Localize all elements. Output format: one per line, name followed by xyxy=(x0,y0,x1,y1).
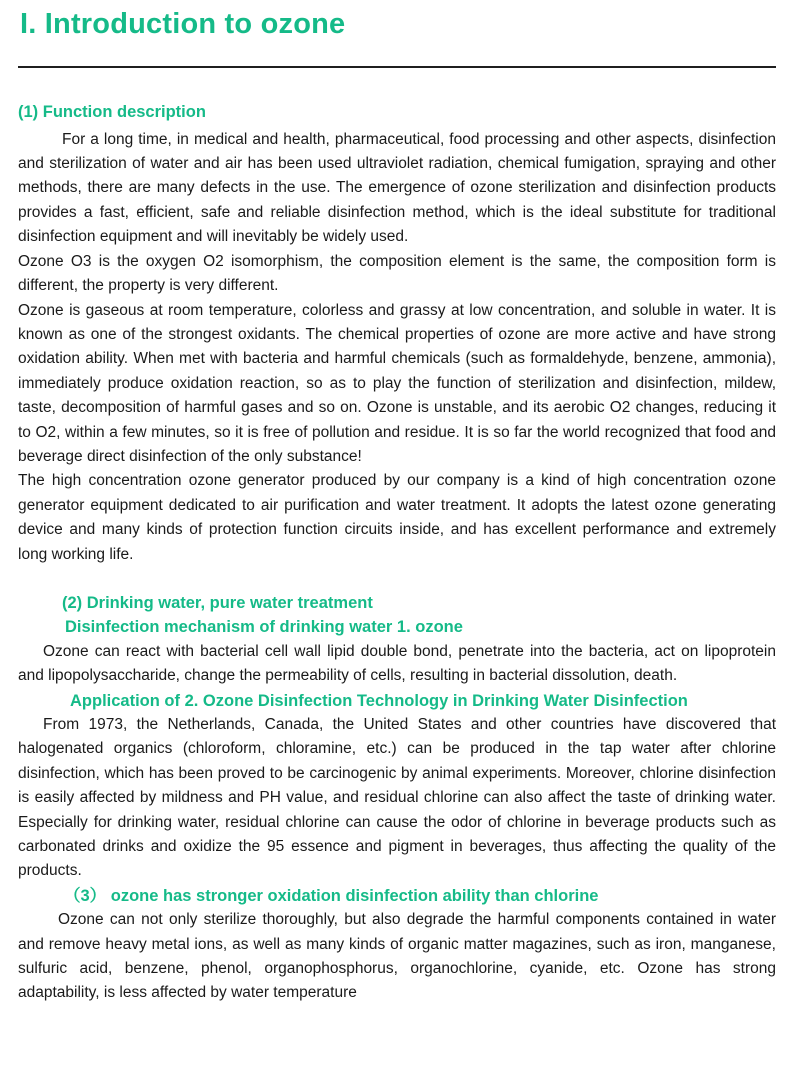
page-title: I. Introduction to ozone xyxy=(20,8,346,40)
paragraph-bacteria-mechanism: Ozone can react with bacterial cell wall lipid double bond, penetrate into the bacteria, act on lipoprotein and lipopolysaccharide, change the permeability of cells, resulting in bacterial dissolution, death. xyxy=(18,642,776,685)
section-heading-function-description: (1) Function description xyxy=(18,103,206,122)
paragraph-ozone-advantages: Ozone can not only sterilize thoroughly, but also degrade the harmful components contained in water and remove heavy metal ions, as well as many kinds of organic matter magazines, such as iron, manganese, sulfuric acid, benzene, phenol, organophosphorus, organochlorine, cyanide, etc. Ozone has strong adaptability, is less affected by water temperature xyxy=(18,911,776,1002)
subheading-stronger-oxidation: （3） ozone has stronger oxidation disinfection ability than chlorine xyxy=(64,886,599,905)
subheading-disinfection-mechanism: Disinfection mechanism of drinking water 1. ozone xyxy=(65,618,463,637)
section-heading-drinking-water: (2) Drinking water, pure water treatment xyxy=(62,593,373,612)
paragraph-function-overview: For a long time, in medical and health, pharmaceutical, food processing and other aspects, disinfection and sterilization of water and air has been used ultraviolet radiation, chemical fumigation, spraying and other methods, there are many defects in the use. The emergence of ozone sterilization and disinfection products provides a fast, efficient, safe and reliable disinfection method, which is the ideal substitute for traditional disinfection equipment and will inevitably be widely used. xyxy=(18,130,776,246)
paragraph-ozone-generator: The high concentration ozone generator produced by our company is a kind of high concentration ozone generator equipment dedicated to air purification and water treatment. It adopts the latest ozone generating device and many kinds of protection function circuits inside, and has excellent performance and extremely long working life. xyxy=(18,472,776,563)
paragraph-ozone-properties: Ozone is gaseous at room temperature, colorless and grassy at low concentration, and soluble in water. It is known as one of the strongest oxidants. The chemical properties of ozone are more active and have strong oxidation ability. When met with bacteria and harmful chemicals (such as formaldehyde, benzene, ammonia), immediately produce oxidation reaction, so as to play the function of sterilization and disinfection, mildew, taste, decomposition of harmful gases and so on. Ozone is unstable, and its aerobic O2 changes, reducing it to O2, within a few minutes, so it is free of pollution and residue. It is so far the world recognized that food and beverage direct disinfection of the only substance! xyxy=(18,301,776,465)
paragraph-chlorine-drawbacks: From 1973, the Netherlands, Canada, the United States and other countries have discovered that halogenated organics (chloroform, chloramine, etc.) can be produced in the tap water after chlorine disinfection, which has been proved to be carcinogenic by animal experiments. Moreover, chlorine disinfection is easily affected by mildness and PH value, and residual chlorine can also affect the taste of drinking water. Especially for drinking water, residual chlorine can cause the odor of chlorine in beverage products such as carbonated drinks and oxidize the 95 essence and pigment in beverages, thus affecting the quality of the products. xyxy=(18,716,776,880)
paragraph-ozone-isomorphism: Ozone O3 is the oxygen O2 isomorphism, the composition element is the same, the composition form is different, the property is very different. xyxy=(18,252,776,295)
title-divider xyxy=(18,66,776,68)
subheading-ozone-application: Application of 2. Ozone Disinfection Technology in Drinking Water Disinfection xyxy=(70,691,688,710)
